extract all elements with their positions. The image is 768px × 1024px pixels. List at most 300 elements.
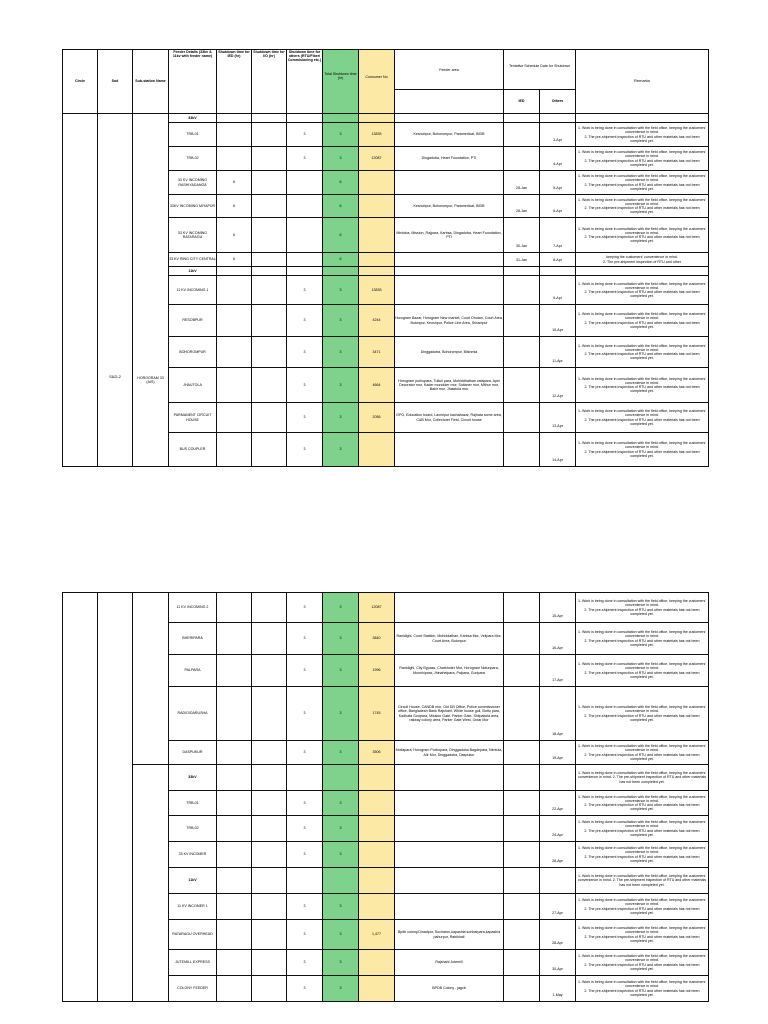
remarks-cell: 1. Work is being done in consultation with the field office, keeping the customers' convenience in mind. 2. The pre-shipment inspection of RTU and other materials has not been completed yet. xyxy=(576,868,709,894)
feeder-name: DASPUKUR xyxy=(169,741,217,765)
consumer-no xyxy=(359,171,395,195)
shutdown-ied xyxy=(217,842,252,868)
feeder-area: Keshobpur, Bohorompur, Paramedical, BIDB xyxy=(395,195,504,218)
date-ied xyxy=(504,816,540,842)
merged-substation-cell: HOROGRAM 33 (AIS) xyxy=(133,114,169,467)
shutdown-ied: 6 xyxy=(217,253,252,267)
shutdown-io xyxy=(252,218,287,253)
remarks-cell: 1. Work is being done in consultation with the field office, keeping the customers' convenience in mind. 2. The pre-shipment inspection of RTU and other materials has not been completed yet. xyxy=(576,337,709,368)
shutdown-ied xyxy=(217,276,252,305)
shutdown-others xyxy=(287,253,323,267)
date-others: 26-Apr xyxy=(540,842,576,868)
date-others: 1-May xyxy=(540,976,576,1002)
total-shutdown: 3 xyxy=(323,894,359,920)
remarks-cell: 1. Work is being done in consultation with the field office, keeping the customers' convenience in mind. 2. The pre-shipment inspection of RTU and other materials has not been completed yet. xyxy=(576,623,709,655)
date-ied xyxy=(504,623,540,655)
total-shutdown: 3 xyxy=(323,655,359,687)
shutdown-io xyxy=(252,305,287,337)
section-label: 11kV xyxy=(169,868,217,894)
remarks-cell: 1. Work is being done in consultation with the field office, keeping the customers' convenience in mind. 2. The pre-shipment inspection of RTU and other materials has not been completed yet. xyxy=(576,741,709,765)
feeder-area xyxy=(395,253,504,267)
feeder-area: Dingadoba, Heart Foundation, PTI xyxy=(395,147,504,171)
feeder-area: Mirdoba, Mission, Rajpara, Karbsa, Dingadoba, Heart Foundation, PTI xyxy=(395,218,504,253)
feeder-area xyxy=(395,791,504,816)
consumer-no: 3471 xyxy=(359,337,395,368)
total-shutdown: 3 xyxy=(323,403,359,433)
merged-snd-cell xyxy=(98,593,133,1002)
remarks-cell: 1. Work is being done in consultation with the field office, keeping the customers' convenience in mind. 2. The pre-shipment inspection of RTU and other materials has not been completed yet. xyxy=(576,368,709,403)
feeder-name: 33KV INCOMING MIYAPUR xyxy=(169,195,217,218)
blank-cell xyxy=(287,868,323,894)
remarks-cell xyxy=(576,267,709,276)
date-others: 9-Apr xyxy=(540,276,576,305)
date-ied xyxy=(504,842,540,868)
date-others: 7-Apr xyxy=(540,218,576,253)
date-ied: 31-Jan xyxy=(504,253,540,267)
date-others: 24-Apr xyxy=(540,816,576,842)
merged-circle-cell xyxy=(63,114,98,467)
consumer-no: 1996 xyxy=(359,655,395,687)
blank-cell xyxy=(287,267,323,276)
date-ied xyxy=(504,276,540,305)
feeder-area: GPO, Education board, Laxmipur kachabazar, Rajhata some area, C&B Mor, Collectoret Field, Circuit house xyxy=(395,403,504,433)
consumer-no xyxy=(359,791,395,816)
date-others: 8-Apr xyxy=(540,253,576,267)
date-others: 27-Apr xyxy=(540,894,576,920)
feeder-area: Dinggadoba, Bohorompur, Bilshmla xyxy=(395,337,504,368)
feeder-name: RADIO/DARUSHA xyxy=(169,687,217,741)
feeder-area: Horogram Bazar, Horogram New market, Court Dhutan, Court Area, Bulonpur, Keoshpur, Police Line Area, Srirampur xyxy=(395,305,504,337)
shutdown-io xyxy=(252,147,287,171)
date-others: 30-Apr xyxy=(540,950,576,976)
feeder-area: Circuit House, CANDB mor, Old DB Office, Police commissioner office, Bangladesh Bank Rajshahi, White house goli, Bottu para, Kadhata Goupara, Mission Gate, Parker Gate, Shilpakola area, railway colony area, Parker Gate West, Octar Mor xyxy=(395,687,504,741)
shutdown-ied xyxy=(217,976,252,1002)
header-shutdown-io: Shutdown time for I/O (hr) xyxy=(252,50,287,114)
consumer-no: 1,477 xyxy=(359,920,395,950)
date-ied xyxy=(504,687,540,741)
shutdown-ied xyxy=(217,433,252,467)
consumer-no xyxy=(359,950,395,976)
feeder-area: BPDB Colony , jagcb xyxy=(395,976,504,1002)
shutdown-ied xyxy=(217,741,252,765)
schedule-table-1 xyxy=(62,49,709,467)
shutdown-ied xyxy=(217,305,252,337)
blank-cell xyxy=(252,267,287,276)
shutdown-others: 3 xyxy=(287,305,323,337)
shutdown-others: 3 xyxy=(287,655,323,687)
total-shutdown: 6 xyxy=(323,195,359,218)
date-ied xyxy=(504,433,540,467)
date-ied xyxy=(504,655,540,687)
consumer-no: 13835 xyxy=(359,276,395,305)
consumer-no: 13835 xyxy=(359,123,395,147)
date-others-cell xyxy=(540,868,576,894)
feeder-area xyxy=(395,816,504,842)
schedule-table-2 xyxy=(62,592,709,1002)
shutdown-io xyxy=(252,403,287,433)
feeder-name: TRB-01 xyxy=(169,791,217,816)
section-label: 11kV xyxy=(169,267,217,276)
date-ied xyxy=(504,305,540,337)
consumer-cell xyxy=(359,114,395,123)
date-others: 13-Apr xyxy=(540,403,576,433)
feeder-name: TRB-02 xyxy=(169,147,217,171)
date-ied xyxy=(504,950,540,976)
consumer-no: 12087 xyxy=(359,593,395,623)
shutdown-others: 3 xyxy=(287,433,323,467)
blank-cell xyxy=(252,765,287,791)
feeder-area xyxy=(395,433,504,467)
feeder-area xyxy=(395,276,504,305)
shutdown-ied xyxy=(217,655,252,687)
total-shutdown: 3 xyxy=(323,791,359,816)
total-cell xyxy=(323,267,359,276)
shutdown-io xyxy=(252,623,287,655)
shutdown-io xyxy=(252,368,287,403)
shutdown-io xyxy=(252,171,287,195)
remarks-cell: 1. Work is being done in consultation with the field office, keeping the customers' convenience in mind. 2. The pre-shipment inspection of RTU and other materials has not been completed yet. xyxy=(576,171,709,195)
date-others: 19-Apr xyxy=(540,741,576,765)
shutdown-others: 3 xyxy=(287,842,323,868)
remarks-cell: keeping the customers' convenience in mind. 2. The pre-shipment inspection of RTU and other xyxy=(576,253,709,267)
feeder-area: Bpdb colony,Dinadpur, Sucharon,kapashia sonbarpara,kapashia pahurpur, Rabikhali xyxy=(395,920,504,950)
date-ied xyxy=(504,123,540,147)
shutdown-io xyxy=(252,687,287,741)
total-shutdown: 3 xyxy=(323,687,359,741)
date-ied xyxy=(504,894,540,920)
consumer-no xyxy=(359,894,395,920)
consumer-no: 1745 xyxy=(359,687,395,741)
shutdown-io xyxy=(252,741,287,765)
blank-cell xyxy=(252,868,287,894)
feeder-area: Horogram purbopara, Tultuli para, Mohiddhathan vatapara, Apel Decorator mor, Kader mondoler mor, Sultaner mor, Mithur mor, Bakir mor, Jhawtola mor xyxy=(395,368,504,403)
total-shutdown: 3 xyxy=(323,305,359,337)
date-ied-cell xyxy=(504,267,540,276)
remarks-cell xyxy=(576,114,709,123)
shutdown-io xyxy=(252,253,287,267)
shutdown-ied xyxy=(217,791,252,816)
date-others: 14-Apr xyxy=(540,433,576,467)
shutdown-ied xyxy=(217,337,252,368)
blank-cell xyxy=(287,765,323,791)
remarks-cell: 1. Work is being done in consultation with the field office, keeping the customers' convenience in mind. 2. The pre-shipment inspection of RTU and other materials has not been completed yet. xyxy=(576,816,709,842)
date-others: 4-Apr xyxy=(540,147,576,171)
feeder-name: 33 KV INCOMING RATARAGU xyxy=(169,218,217,253)
shutdown-io xyxy=(252,920,287,950)
feeder-name: PARMANENT CIRCUIT HOUSE xyxy=(169,403,217,433)
date-others: 18-Apr xyxy=(540,687,576,741)
header-consumer-no: Consumer No xyxy=(359,50,395,114)
shutdown-others: 3 xyxy=(287,894,323,920)
shutdown-ied xyxy=(217,147,252,171)
total-shutdown: 3 xyxy=(323,123,359,147)
blank-cell xyxy=(252,114,287,123)
feeder-name: PALPARA xyxy=(169,655,217,687)
date-ied xyxy=(504,741,540,765)
header-substation: Sub-station Name xyxy=(133,50,169,114)
consumer-cell xyxy=(359,765,395,791)
header-total-shutdown: Total Shutdown time (hr) xyxy=(323,50,359,114)
consumer-no xyxy=(359,433,395,467)
feeder-name: JHAUTOLA xyxy=(169,368,217,403)
date-ied xyxy=(504,368,540,403)
feeder-name: BOHOROMPUR xyxy=(169,337,217,368)
shutdown-io xyxy=(252,791,287,816)
date-ied xyxy=(504,403,540,433)
feeder-area: Ranidighi, City Bypass, Charkhuter Mor, Horogram Notunpara, Munshipara, Jhinahelpara, Palpara, Guripara xyxy=(395,655,504,687)
remarks-cell: 1. Work is being done in consultation with the field office, keeping the customers' convenience in mind. 2. The pre-shipment inspection of RTU and other materials has not been completed yet. xyxy=(576,894,709,920)
feeder-name: 33 KV RING CITY CENTRAL xyxy=(169,253,217,267)
feeder-area: Ranidighi, Court Stattion, Mohiddathan, Karbsa Mor, Velipara Mor, Court Area, Bulonpur xyxy=(395,623,504,655)
total-shutdown: 3 xyxy=(323,816,359,842)
shutdown-ied xyxy=(217,623,252,655)
total-shutdown: 6 xyxy=(323,218,359,253)
total-shutdown: 3 xyxy=(323,433,359,467)
feeder-area: Mollapara, Horogram Purbopara, Dinggadoba Bagdepara, Nimtola, Alir Mor, Dinggadoba, Daspukur xyxy=(395,741,504,765)
header-feeder: Feeder Details (33kv & 11kv with feeder name) xyxy=(169,50,217,114)
area-cell xyxy=(395,267,504,276)
total-cell xyxy=(323,868,359,894)
shutdown-others: 3 xyxy=(287,623,323,655)
consumer-no: 4664 xyxy=(359,368,395,403)
total-shutdown: 3 xyxy=(323,276,359,305)
remarks-cell: 1. Work is being done in consultation with the field office, keeping the customers' convenience in mind. 2. The pre-shipment inspection of RTU and other materials has not been completed yet. xyxy=(576,950,709,976)
feeder-name: 11 KV INCOMING 2 xyxy=(169,593,217,623)
shutdown-io xyxy=(252,950,287,976)
feeder-name: COLONY FEEDER xyxy=(169,976,217,1002)
total-shutdown: 3 xyxy=(323,950,359,976)
header-tentative-date: Tentative Schedule Date for Shutdown xyxy=(504,50,576,90)
shutdown-io xyxy=(252,816,287,842)
consumer-no: 3840 xyxy=(359,623,395,655)
shutdown-io xyxy=(252,593,287,623)
feeder-name: 33 KV INCOMER xyxy=(169,842,217,868)
consumer-no xyxy=(359,218,395,253)
consumer-no: 12087 xyxy=(359,147,395,171)
table-row xyxy=(63,765,709,791)
date-others: 28-Apr xyxy=(540,920,576,950)
date-ied xyxy=(504,337,540,368)
remarks-cell: 1. Work is being done in consultation with the field office, keeping the customers' convenience in mind. 2. The pre-shipment inspection of RTU and other materials has not been completed yet. xyxy=(576,218,709,253)
feeder-area xyxy=(395,171,504,195)
total-shutdown: 3 xyxy=(323,337,359,368)
feeder-name: BHERIPARA xyxy=(169,623,217,655)
shutdown-others: 3 xyxy=(287,976,323,1002)
date-ied xyxy=(504,976,540,1002)
total-shutdown: 3 xyxy=(323,368,359,403)
feeder-name: BUS COUPLER xyxy=(169,433,217,467)
feeder-name: TRB-02 xyxy=(169,816,217,842)
area-cell xyxy=(395,114,504,123)
date-others: 5-Apr xyxy=(540,171,576,195)
consumer-no: 2056 xyxy=(359,403,395,433)
shutdown-others: 3 xyxy=(287,368,323,403)
total-shutdown: 6 xyxy=(323,171,359,195)
feeder-area xyxy=(395,842,504,868)
shutdown-io xyxy=(252,123,287,147)
total-shutdown: 3 xyxy=(323,623,359,655)
date-others: 15-Apr xyxy=(540,593,576,623)
feeder-area: Rajshahi Jutemill xyxy=(395,950,504,976)
shutdown-io xyxy=(252,655,287,687)
remarks-cell: 1. Work is being done in consultation with the field office, keeping the customers' convenience in mind. 2. The pre-shipment inspection of RTU and other materials has not been completed yet. xyxy=(576,842,709,868)
date-others: 17-Apr xyxy=(540,655,576,687)
date-ied-cell xyxy=(504,114,540,123)
header-shutdown-ied: Shutdown time for IED (hr) xyxy=(217,50,252,114)
shutdown-others: 3 xyxy=(287,147,323,171)
remarks-cell: 1. Work is being done in consultation with the field office, keeping the customers' convenience in mind. 2. The pre-shipment inspection of RTU and other materials has not been completed yet. xyxy=(576,403,709,433)
shutdown-ied xyxy=(217,403,252,433)
feeder-area: Keshobpur, Bohorompur, Paramedical, BIDB xyxy=(395,123,504,147)
remarks-cell: 1. Work is being done in consultation with the field office, keeping the customers' convenience in mind. 2. The pre-shipment inspection of RTU and other materials has not been completed yet. xyxy=(576,123,709,147)
date-others: 11-Apr xyxy=(540,337,576,368)
feeder-name: 11 KV INCOMING 1 xyxy=(169,276,217,305)
remarks-cell: 1. Work is being done in consultation with the field office, keeping the customers' convenience in mind. 2. The pre-shipment inspection of RTU and other materials has not been completed yet. xyxy=(576,976,709,1002)
date-ied xyxy=(504,147,540,171)
blank-cell xyxy=(217,868,252,894)
header-snd: Snd xyxy=(98,50,133,114)
consumer-no xyxy=(359,816,395,842)
feeder-name: RATARAGU OVERHEAD xyxy=(169,920,217,950)
remarks-cell: 1. Work is being done in consultation with the field office, keeping the customers' convenience in mind. 2. The pre-shipment inspection of RTU and other materials has not been completed yet. xyxy=(576,765,709,791)
consumer-no: 4244 xyxy=(359,305,395,337)
shutdown-others: 3 xyxy=(287,403,323,433)
shutdown-others: 3 xyxy=(287,791,323,816)
header-remarks: Remarks xyxy=(576,50,709,114)
date-ied xyxy=(504,791,540,816)
shutdown-ied xyxy=(217,368,252,403)
blank-cell xyxy=(217,267,252,276)
blank-cell xyxy=(287,114,323,123)
remarks-cell: 1. Work is being done in consultation with the field office, keeping the customers' convenience in mind. 2. The pre-shipment inspection of RTU and other materials has not been completed yet. xyxy=(576,655,709,687)
date-others: 12-Apr xyxy=(540,368,576,403)
shutdown-others: 3 xyxy=(287,276,323,305)
total-cell xyxy=(323,114,359,123)
header-area-blank xyxy=(395,90,504,114)
shutdown-ied xyxy=(217,950,252,976)
shutdown-ied xyxy=(217,687,252,741)
total-shutdown: 3 xyxy=(323,593,359,623)
table-row xyxy=(63,114,709,123)
shutdown-others: 3 xyxy=(287,950,323,976)
date-ied xyxy=(504,593,540,623)
date-others-cell xyxy=(540,114,576,123)
date-ied xyxy=(504,920,540,950)
total-shutdown: 3 xyxy=(323,147,359,171)
shutdown-ied xyxy=(217,894,252,920)
section-label: 33kV xyxy=(169,765,217,791)
shutdown-others: 3 xyxy=(287,337,323,368)
merged-snd-cell: S&D-2 xyxy=(98,114,133,467)
blank-cell xyxy=(217,765,252,791)
shutdown-others xyxy=(287,218,323,253)
area-cell xyxy=(395,868,504,894)
shutdown-io xyxy=(252,195,287,218)
shutdown-others: 3 xyxy=(287,593,323,623)
shutdown-others xyxy=(287,195,323,218)
date-ied-cell xyxy=(504,765,540,791)
header-others: Others xyxy=(540,90,576,114)
shutdown-others: 3 xyxy=(287,123,323,147)
consumer-cell xyxy=(359,868,395,894)
area-cell xyxy=(395,765,504,791)
consumer-no xyxy=(359,976,395,1002)
shutdown-ied xyxy=(217,593,252,623)
total-shutdown: 3 xyxy=(323,842,359,868)
consumer-no xyxy=(359,253,395,267)
feeder-area xyxy=(395,894,504,920)
consumer-cell xyxy=(359,267,395,276)
total-shutdown: 3 xyxy=(323,976,359,1002)
feeder-name: 33 KV INCOMING RASHIYADANGA xyxy=(169,171,217,195)
remarks-cell: 1. Work is being done in consultation with the field office, keeping the customers' convenience in mind. 2. The pre-shipment inspection of RTU and other materials has not been completed yet. xyxy=(576,433,709,467)
shutdown-others xyxy=(287,171,323,195)
shutdown-io xyxy=(252,276,287,305)
merged-substation-cell-2 xyxy=(133,765,169,1002)
blank-cell xyxy=(217,114,252,123)
remarks-cell: 1. Work is being done in consultation with the field office, keeping the customers' convenience in mind. 2. The pre-shipment inspection of RTU and other materials has not been completed yet. xyxy=(576,147,709,171)
header-ied: IED xyxy=(504,90,540,114)
remarks-cell: 1. Work is being done in consultation with the field office, keeping the customers' convenience in mind. 2. The pre-shipment inspection of RTU and other materials has not been completed yet. xyxy=(576,276,709,305)
total-shutdown: 3 xyxy=(323,741,359,765)
shutdown-ied: 6 xyxy=(217,195,252,218)
remarks-cell: 1. Work is being done in consultation with the field office, keeping the customers' convenience in mind. 2. The pre-shipment inspection of RTU and other materials has not been completed yet. xyxy=(576,687,709,741)
date-others: 3-Apr xyxy=(540,123,576,147)
remarks-cell: 1. Work is being done in consultation with the field office, keeping the customers' convenience in mind. 2. The pre-shipment inspection of RTU and other materials has not been completed yet. xyxy=(576,791,709,816)
feeder-name: 11 KV INCOMER 1 xyxy=(169,894,217,920)
merged-circle-cell xyxy=(63,593,98,1002)
remarks-cell: 1. Work is being done in consultation with the field office, keeping the customers' convenience in mind. 2. The pre-shipment inspection of RTU and other materials has not been completed yet. xyxy=(576,593,709,623)
section-label: 33kV xyxy=(169,114,217,123)
consumer-no xyxy=(359,842,395,868)
shutdown-io xyxy=(252,976,287,1002)
shutdown-others: 3 xyxy=(287,741,323,765)
feeder-name: TRB-01 xyxy=(169,123,217,147)
date-ied: 30-Jan xyxy=(504,218,540,253)
date-others-cell xyxy=(540,267,576,276)
header-feeder-area: Feeder area xyxy=(395,50,504,90)
date-others: 16-Apr xyxy=(540,623,576,655)
shutdown-others: 3 xyxy=(287,687,323,741)
feeder-name: JUTEMILL EXPRESS xyxy=(169,950,217,976)
date-others: 10-Apr xyxy=(540,305,576,337)
shutdown-io xyxy=(252,433,287,467)
date-ied: 28-Jan xyxy=(504,195,540,218)
total-cell xyxy=(323,765,359,791)
shutdown-io xyxy=(252,894,287,920)
shutdown-io xyxy=(252,842,287,868)
date-others: 22-Apr xyxy=(540,791,576,816)
remarks-cell: 1. Work is being done in consultation with the field office, keeping the customers' convenience in mind. 2. The pre-shipment inspection of RTU and other materials has not been completed yet. xyxy=(576,920,709,950)
table-row xyxy=(63,593,709,623)
remarks-cell: 1. Work is being done in consultation with the field office, keeping the customers' convenience in mind. 2. The pre-shipment inspection of RTU and other materials has not been completed yet. xyxy=(576,305,709,337)
feeder-area xyxy=(395,593,504,623)
total-shutdown: 3 xyxy=(323,920,359,950)
shutdown-ied: 6 xyxy=(217,171,252,195)
shutdown-ied xyxy=(217,920,252,950)
remarks-cell: 1. Work is being done in consultation with the field office, keeping the customers' convenience in mind. 2. The pre-shipment inspection of RTU and other materials has not been completed yet. xyxy=(576,195,709,218)
consumer-no xyxy=(359,195,395,218)
feeder-name: RESOBPUR xyxy=(169,305,217,337)
date-others-cell xyxy=(540,765,576,791)
date-ied: 28-Jan xyxy=(504,171,540,195)
header-circle: Circle xyxy=(63,50,98,114)
shutdown-ied xyxy=(217,123,252,147)
shutdown-others: 3 xyxy=(287,816,323,842)
header-shutdown-others: Shutdown time for others (RTU/Fiber/ Commisioning etc.) xyxy=(287,50,323,114)
total-shutdown: 6 xyxy=(323,253,359,267)
shutdown-ied xyxy=(217,816,252,842)
